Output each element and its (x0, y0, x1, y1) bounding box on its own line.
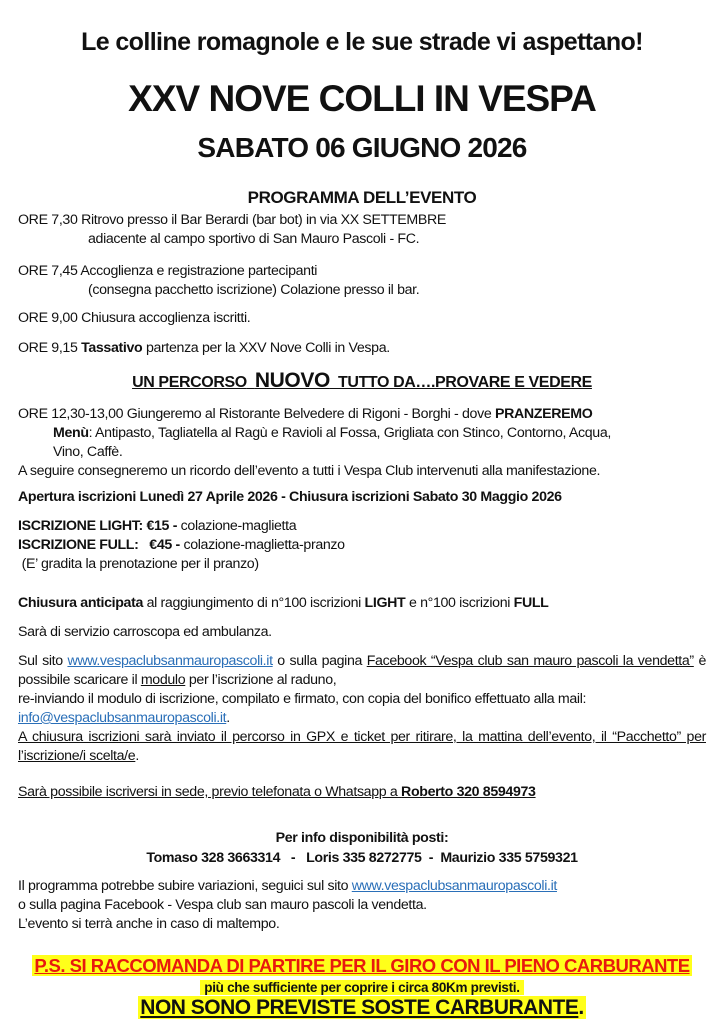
gpx-text: A chiusura iscrizioni sarà inviato il percorso in GPX e ticket per ritirare, la mattina dell’evento, il “Pacchetto” per l’iscrizione/i scelta/e (18, 729, 706, 764)
route-part1: UN PERCORSO (132, 374, 247, 391)
info-resend: re-inviando il modulo di iscrizione, compilato e firmato, con copia del bonifico effettuato alla mail: (18, 691, 587, 707)
light-label: ISCRIZIONE LIGHT: €15 - (18, 518, 178, 534)
program-time: ORE 7,30 (18, 212, 78, 228)
light-desc: colazione-maglietta (177, 518, 297, 534)
program-time: ORE 9,00 (18, 310, 78, 326)
email-link[interactable]: info@vespaclubsanmauropascoli.it (18, 710, 227, 726)
info-paragraph (18, 652, 706, 690)
souvenir-text: A seguire consegneremo un ricordo dell’evento a tutti i Vespa Club intervenuti alla manifestazione. (18, 463, 601, 479)
program-text: partenza per la XXV Nove Colli in Vespa. (145, 340, 390, 356)
menu-text-line2: Vino, Caffè. (53, 444, 123, 460)
registration-options (18, 517, 706, 574)
facebook-link[interactable]: Facebook “Vespa club san mauro pascoli la vendetta” (366, 653, 694, 669)
footer-notes (18, 877, 706, 934)
info-text: per l’iscrizione al raduno, (185, 672, 337, 688)
early-text: e n°100 iscrizioni (405, 595, 514, 611)
program-text: Ritrovo presso il Bar Berardi (bar bot) in via XX SETTEMBRE (81, 212, 446, 228)
early-light: LIGHT (364, 595, 406, 611)
info-text: è possibile scaricare il (18, 653, 706, 688)
program-bold: Tassativo (81, 340, 143, 356)
fuel-warning-period: . (578, 996, 584, 1019)
program-text-line2: (consegna pacchetto iscrizione) Colazione presso il bar. (88, 282, 420, 298)
info-text: Sul sito (18, 653, 68, 669)
program-item-4 (18, 339, 706, 358)
program-text: Accoglienza e registrazione partecipanti (80, 263, 318, 279)
menu-label: Menù (53, 425, 89, 441)
fuel-warning-line1: P.S. SI RACCOMANDA DI PARTIRE PER IL GIRO CON IL PIENO CARBURANTE (34, 955, 690, 976)
fuel-warning (18, 955, 706, 977)
route-highlight: NUOVO (254, 369, 330, 392)
contacts-line: Tomaso 328 3663314 - Loris 335 8272775 - Maurizio 335 5759321 (146, 850, 578, 866)
program-heading: PROGRAMMA DELL’EVENTO (247, 188, 477, 207)
gpx-info: A chiusura iscrizioni sarà inviato il percorso in GPX e ticket per ritirare, la mattina dell’evento, il “Pacchetto” per l’iscrizione/i scelta/e. (18, 729, 706, 764)
website-link[interactable]: www.vespaclubsanmauropascoli.it (67, 653, 273, 669)
info-text: o sulla pagina (272, 653, 367, 669)
program-text: Chiusura accoglienza iscritti. (81, 310, 251, 326)
whatsapp-contact: Roberto 320 8594973 (401, 784, 536, 800)
email-line: info@vespaclubsanmauropascoli.it. (18, 710, 230, 726)
service-text: Sarà di servizio carroscopa ed ambulanza. (18, 624, 272, 640)
fuel-warning-line3: NON SONO PREVISTE SOSTE CARBURANTE (140, 996, 579, 1019)
full-label: ISCRIZIONE FULL: €45 - (18, 537, 180, 553)
route-heading (18, 369, 706, 393)
fuel-warning-line2: più che sufficiente per coprire i circa 80Km previsti. (200, 980, 523, 995)
early-bold: Chiusura anticipata (18, 595, 144, 611)
menu-text: : Antipasto, Tagliatella al Ragù e Ravioli al Fossa, Grigliata con Stinco, Contorno, Acqua, (88, 425, 611, 441)
footer-website-link[interactable]: www.vespaclubsanmauropascoli.it (351, 878, 557, 894)
lunch-line: ORE 12,30-13,00 Giungeremo al Ristorante Belvedere di Rigoni - Borghi - dove (18, 406, 495, 422)
early-full: FULL (513, 595, 549, 611)
footer-text: Il programma potrebbe subire variazioni, seguici sul sito (18, 878, 352, 894)
fuel-warning-line2-wrap (18, 979, 706, 997)
program-text-line2: adiacente al campo sportivo di San Mauro Pascoli - FC. (88, 231, 420, 247)
contacts-heading: Per info disponibilità posti: (275, 830, 449, 846)
event-date: SABATO 06 GIUGNO 2026 (197, 132, 527, 163)
footer-weather: L’evento si terrà anche in caso di maltempo. (18, 916, 280, 932)
early-closure (18, 594, 706, 613)
lunch-section (18, 405, 706, 481)
whatsapp-line (18, 783, 706, 802)
program-item-3 (18, 309, 706, 328)
program-item-1 (18, 211, 706, 249)
registration-note: (E’ gradita la prenotazione per il pranzo) (18, 556, 259, 572)
event-title: XXV NOVE COLLI IN VESPA (128, 78, 596, 119)
full-desc: colazione-maglietta-pranzo (179, 537, 345, 553)
whatsapp-text: Sarà possibile iscriversi in sede, previo telefonata o Whatsapp a (18, 784, 402, 800)
early-text: al raggiungimento di n°100 iscrizioni (143, 595, 365, 611)
registration-dates: Apertura iscrizioni Lunedì 27 Aprile 2026 - Chiusura iscrizioni Sabato 30 Maggio 2026 (18, 489, 562, 505)
program-time: ORE 9,15 (18, 340, 78, 356)
lunch-bold: PRANZEREMO (494, 406, 593, 422)
modulo-link[interactable]: modulo (140, 672, 186, 688)
tagline: Le colline romagnole e le sue strade vi aspettano! (81, 28, 643, 56)
program-time: ORE 7,45 (18, 263, 78, 279)
program-item-2 (18, 262, 706, 300)
route-part2: TUTTO DA….PROVARE E VEDERE (338, 374, 592, 391)
footer-facebook: o sulla pagina Facebook - Vespa club san mauro pascoli la vendetta. (18, 897, 427, 913)
fuel-warning-line3-wrap (18, 996, 706, 1020)
